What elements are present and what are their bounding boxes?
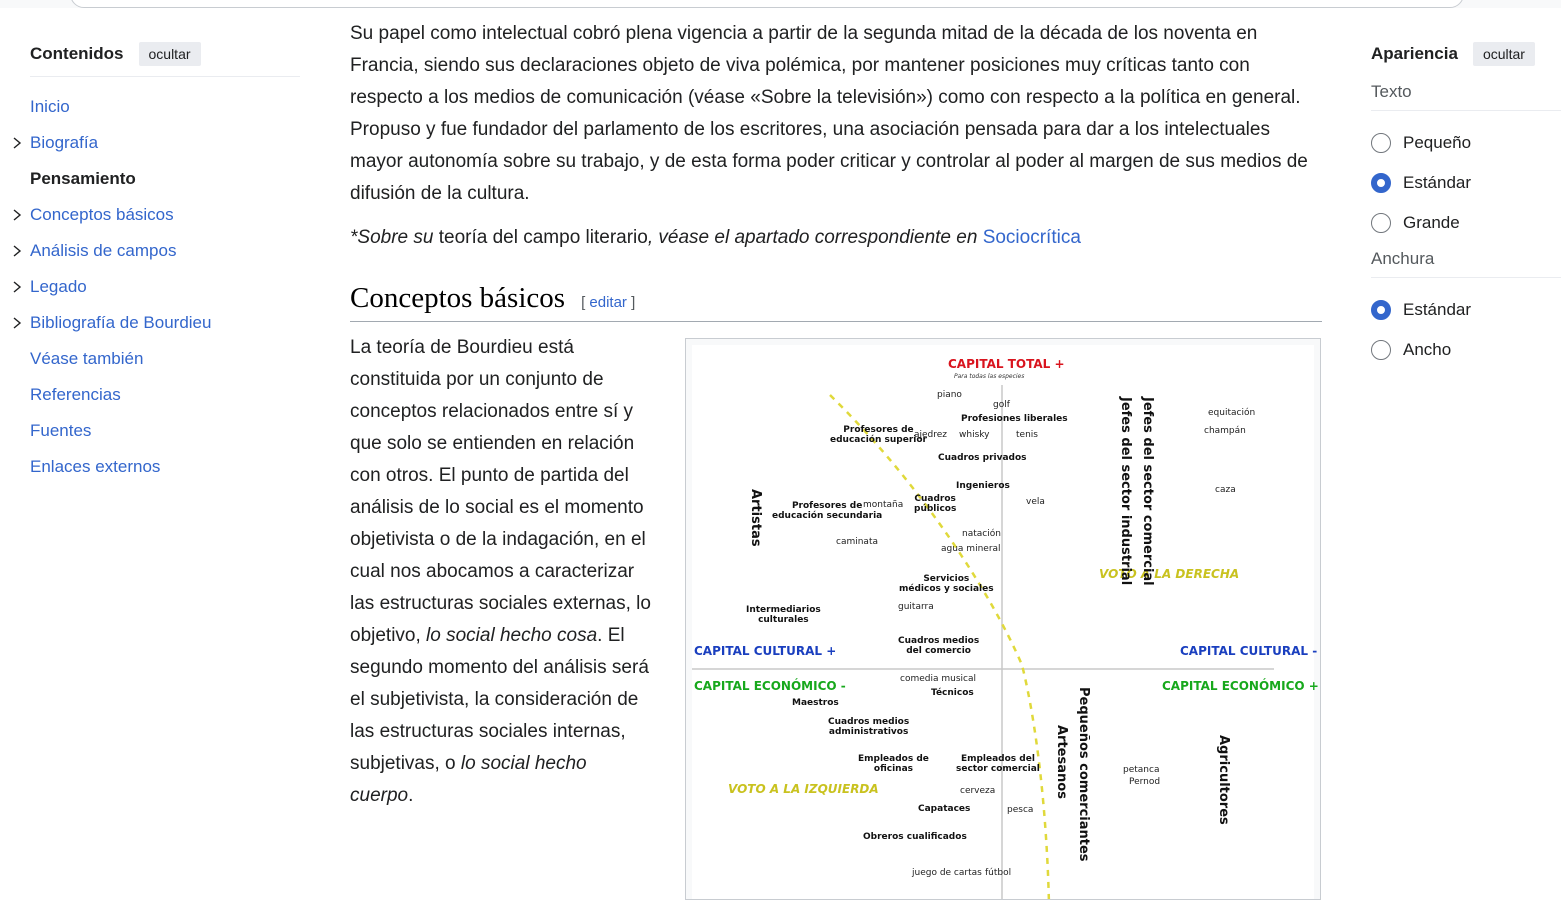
body-text: La teoría de Bourdieu está constituida por un conjunto de conceptos relacionados entre sí y que solo se entienden en relación con otros. El punto de partida del análisis de lo social es el momento objetivista o de la indagación, en el cual nos abocamos a caracterizar las estructuras sociales externas, lo objetivo, [350,337,651,646]
toc-title: Contenidos [30,44,124,63]
radio-selected-icon[interactable] [1371,300,1391,320]
group-empleados-oficinas: Empleados de oficinas [858,754,929,774]
toc-link[interactable]: Análisis de campos [30,241,177,260]
toc-link[interactable]: Enlaces externos [30,457,161,476]
toc-link-active[interactable]: Pensamiento [30,169,136,188]
table-of-contents [30,40,300,485]
section-body [350,332,1322,878]
capital-economico-minus: CAPITAL ECONÓMICO - [694,679,846,693]
practice-guitarra: guitarra [898,602,934,612]
practice-whisky: whisky [959,430,990,440]
width-wide-radio[interactable] [1371,330,1561,370]
group-profesiones-liberales: Profesiones liberales [961,414,1068,424]
body-italic: lo social hecho cosa [426,625,598,646]
capital-total-label: CAPITAL TOTAL + [948,357,1065,371]
jefes-comercial-label: Jefes del sector comercial [1140,397,1155,586]
practice-ajedrez: ajedrez [914,430,948,440]
article-content [350,18,1322,878]
toc-item-referencias[interactable] [30,377,300,413]
radio-selected-icon[interactable] [1371,173,1391,193]
agricultores-label: Agricultores [1216,735,1231,825]
text-size-large-radio[interactable] [1371,203,1561,243]
practice-caminata: caminata [836,537,878,547]
practice-vela: vela [1026,497,1045,507]
chevron-right-icon[interactable] [10,305,24,341]
vote-left-label: VOTO A LA IZQUIERDA [728,782,879,796]
group-cuadros-privados: Cuadros privados [938,453,1027,463]
toc-link[interactable]: Fuentes [30,421,92,440]
practice-pernod: Pernod [1129,777,1161,787]
social-space-diagram [692,345,1319,900]
vote-right-label: VOTO A LA DERECHA [1099,567,1240,581]
group-tecnicos: Técnicos [931,688,974,698]
section-paragraph [350,332,655,812]
toc-item-analisis[interactable] [30,233,300,269]
note-text: teoría del campo literario [433,227,648,248]
toc-item-conceptos[interactable] [30,197,300,233]
capital-economico-plus: CAPITAL ECONÓMICO + [1162,679,1319,693]
edit-bracket: ] [626,294,636,311]
group-ingenieros: Ingenieros [956,481,1010,491]
body-text: . [408,785,414,806]
group-profesores-superior: Profesores de educación superior [830,425,927,445]
radio-label[interactable]: Grande [1403,213,1460,232]
artesanos-label: Artesanos [1054,725,1069,799]
radio-label[interactable]: Pequeño [1403,133,1472,152]
appearance-hide-button[interactable]: ocultar [1473,42,1535,66]
chevron-right-icon[interactable] [10,233,24,269]
edit-section [581,294,635,311]
toc-item-inicio[interactable] [30,89,300,125]
artistas-label: Artistas [748,489,763,547]
section-title: Conceptos básicos [350,282,566,314]
group-obreros: Obreros cualificados [863,832,967,842]
practice-tenis: tenis [1016,430,1038,440]
pequenos-comerciantes-label: Pequeños comerciantes [1076,687,1091,862]
search-bar-edge[interactable] [70,0,1464,8]
body-italic: lo social hecho cuerpo [350,753,587,806]
capital-cultural-plus: CAPITAL CULTURAL + [694,644,837,658]
capital-total-sublabel: Para todas las especies [954,373,1025,380]
sociocritica-link[interactable]: Sociocrítica [982,227,1081,248]
width-standard-radio[interactable] [1371,290,1561,330]
edit-link[interactable]: editar [589,294,627,311]
chevron-right-icon[interactable] [10,269,24,305]
group-cuadros-medios-administrativos: Cuadros medios administrativos [828,717,910,737]
practice-natacion: natación [962,529,1001,539]
practice-comedia-musical: comedia musical [900,674,976,684]
radio-label[interactable]: Estándar [1403,173,1472,192]
radio-icon[interactable] [1371,133,1391,153]
group-capataces: Capataces [918,804,971,814]
appearance-header [1371,40,1561,68]
group-empleados-comercial: Empleados del sector comercial [956,754,1040,774]
group-intermediarios: Intermediarios culturales [746,605,821,625]
radio-icon[interactable] [1371,213,1391,233]
toc-item-vease[interactable] [30,341,300,377]
text-size-standard-radio[interactable] [1371,163,1561,203]
text-size-heading: Texto [1371,82,1561,111]
capital-cultural-minus: CAPITAL CULTURAL - [1180,644,1318,658]
radio-label[interactable]: Estándar [1403,300,1472,319]
toc-item-legado[interactable] [30,269,300,305]
practice-cerveza: cerveza [960,786,996,796]
toc-list [30,89,300,485]
practice-juego-de-cartas: juego de cartas [912,868,982,878]
intro-paragraph: Su papel como intelectual cobró plena vigencia a partir de la segunda mitad de la década de los noventa en Francia, siendo sus declaraciones objeto de viva polémica, por mantener posiciones muy críticas tanto con respecto a los medios de comunicación (véase «Sobre la televisión») como con respecto a la política en general. Propuso y fue fundador del parlamento de los escritores, una asociación pensada para dar a los intelectuales mayor autonomía sobre su trabajo, y de esta forma poder criticar y controlar al poder al margen de sus medios de difusión de la cultura. [350,23,1308,204]
toc-header [30,40,300,77]
toc-hide-button[interactable]: ocultar [139,42,201,66]
section-heading [350,282,1322,322]
group-servicios: Servicios médicos y sociales [899,574,994,594]
practice-piano: piano [937,390,962,400]
chevron-right-icon[interactable] [10,125,24,161]
practice-equitacion: equitación [1208,408,1256,418]
group-cuadros-medios-comercio: Cuadros medios del comercio [898,636,980,656]
toc-link[interactable]: Referencias [30,385,121,404]
group-maestros: Maestros [792,698,839,708]
appearance-title: Apariencia [1371,44,1458,63]
toc-link[interactable]: Véase también [30,349,144,368]
toc-item-fuentes[interactable] [30,413,300,449]
toc-item-bibliografia[interactable] [30,305,300,341]
toc-item-pensamiento[interactable] [30,161,300,197]
group-profesores-secundaria: Profesores de educación secundaria [772,501,883,521]
practice-champan: champán [1204,426,1246,436]
practice-agua-mineral: agua mineral [941,544,1001,554]
appearance-panel [1371,40,1561,370]
bourdieu-social-space-figure[interactable] [685,338,1321,900]
radio-label[interactable]: Ancho [1403,340,1452,359]
toc-link[interactable]: Conceptos básicos [30,205,174,224]
body-text: . El segundo momento del análisis será el subjetivista, la consideración de las estructuras sociales internas, subjetivas, o [350,625,649,774]
note-italic: *Sobre su [350,227,434,248]
jefes-industrial-label: Jefes del sector industrial [1118,397,1133,586]
toc-link[interactable]: Bibliografía de Bourdieu [30,313,212,332]
practice-montana: montaña [863,500,904,510]
toc-link[interactable]: Biografía [30,133,99,152]
note-paragraph [350,222,1322,254]
text-size-small-radio[interactable] [1371,123,1561,163]
practice-futbol: fútbol [985,868,1012,878]
top-bar [0,0,1561,8]
practice-golf: golf [993,400,1010,410]
radio-icon[interactable] [1371,340,1391,360]
group-cuadros-publicos: Cuadros públicos [914,494,957,514]
note-italic-2: , véase el apartado correspondiente en [647,227,983,248]
toc-link[interactable]: Inicio [30,97,70,116]
edit-bracket: [ [581,294,590,311]
chevron-right-icon[interactable] [10,197,24,233]
width-heading: Anchura [1371,249,1561,278]
toc-item-biografia[interactable] [30,125,300,161]
practice-petanca: petanca [1123,765,1160,775]
practice-caza: caza [1215,485,1236,495]
practice-pesca: pesca [1007,805,1034,815]
toc-item-enlaces[interactable] [30,449,300,485]
toc-link[interactable]: Legado [30,277,87,296]
